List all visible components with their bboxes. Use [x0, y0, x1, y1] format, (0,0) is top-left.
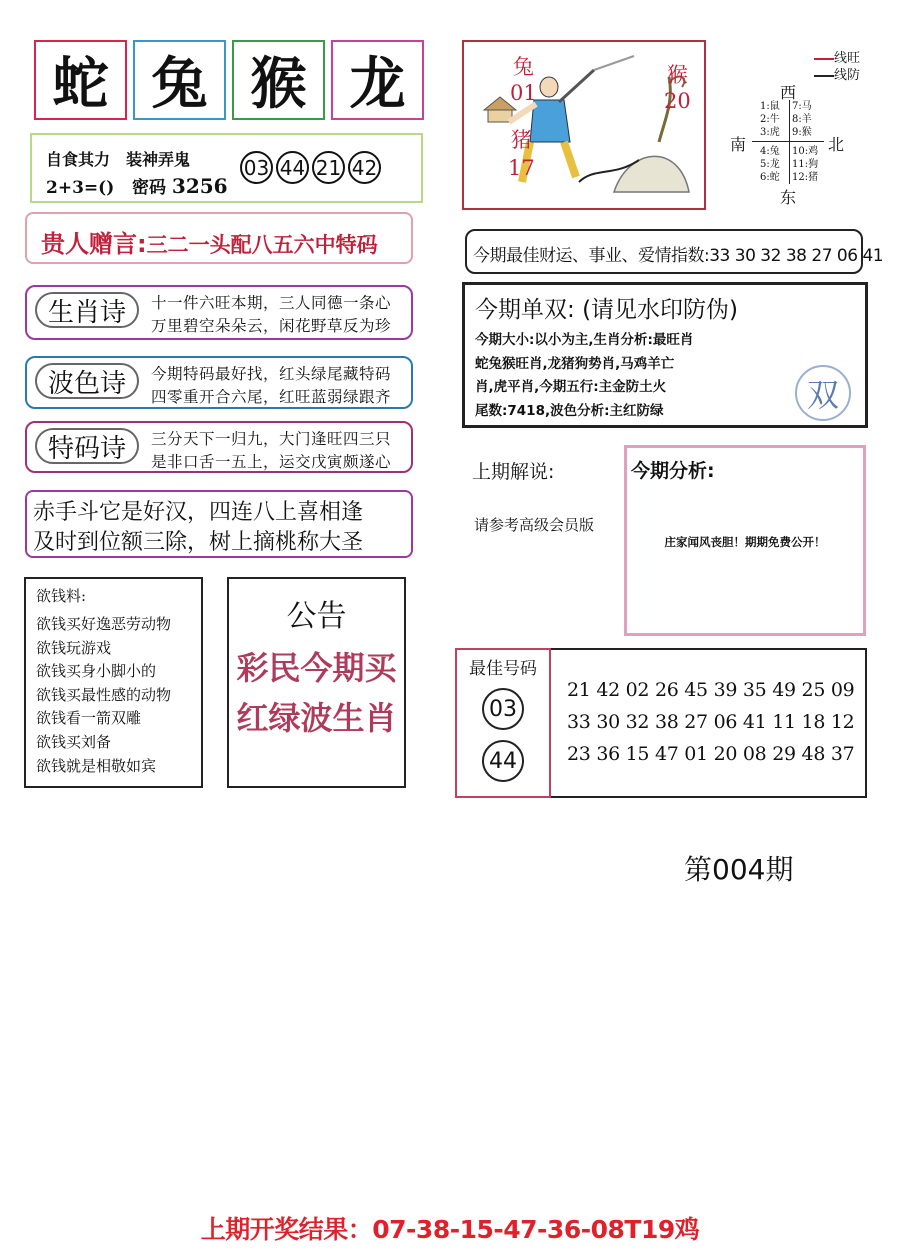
analysis-text: 庄家闻风丧胆！期期免费公开！ — [664, 535, 826, 549]
poem-line: 三分天下一归九，大门逢旺四三只 — [151, 430, 392, 448]
compass-cell: 9:猴 — [792, 127, 812, 138]
compass-col — [760, 100, 780, 139]
legend-fang — [814, 64, 860, 83]
info-numbers — [240, 151, 384, 184]
poem-special — [25, 421, 413, 473]
notice-line: 彩民今期买 — [236, 649, 397, 687]
zodiac-box-2 — [133, 40, 226, 120]
compass-axis-vertical — [789, 100, 790, 184]
compass-cell: 6:蛇 — [760, 172, 780, 183]
label-monkey-char: 猴 — [666, 63, 688, 87]
index-label: 今期最佳财运、事业、爱情指数: — [473, 246, 710, 266]
label-pig — [508, 126, 535, 182]
single-double-line: 尾数:7418,波色分析:主红防绿 — [475, 402, 664, 419]
poem-line: 万里碧空朵朵云，闲花野草反为珍 — [151, 317, 392, 335]
last-result: 上期开奖结果：07-38-15-47-36-08T19鸡 — [200, 1215, 700, 1244]
big-poem-line: 赤手斗它是好汉，四连八上喜相逢 — [33, 500, 364, 525]
compass-axis-horizontal — [752, 141, 824, 142]
best-circle: 03 — [482, 688, 524, 730]
info-box — [30, 133, 423, 203]
notice-box — [227, 577, 406, 788]
money-line: 欲钱买身小脚小的 — [36, 662, 157, 681]
best-numbers-grid — [567, 674, 854, 770]
best-circle: 44 — [482, 740, 524, 782]
zodiac-box-3 — [232, 40, 325, 120]
best-numbers-left — [455, 648, 551, 798]
compass-cell: 3:虎 — [760, 127, 780, 138]
compass-col — [792, 145, 818, 184]
big-poem-line: 及时到位额三除，树上摘桃称大圣 — [33, 530, 364, 555]
label-pig-char: 猪 — [510, 128, 532, 152]
label-rabbit — [510, 54, 537, 106]
compass-cell: 7:马 — [792, 101, 812, 112]
notice-title: 公告 — [286, 599, 347, 634]
info-line-1: 自食其力 装神弄鬼 — [46, 150, 191, 169]
notice-text — [229, 643, 404, 743]
label-rabbit-num: 01 — [510, 81, 537, 105]
index-box — [465, 229, 884, 274]
money-line: 欲钱买最性感的动物 — [36, 685, 172, 704]
money-title: 欲钱料: — [36, 587, 87, 605]
gift-box — [25, 212, 413, 264]
gift-label: 贵人赠言: — [41, 230, 147, 258]
zodiac-char: 龙 — [349, 51, 406, 117]
gift-content: 三二一头配八五六中特码 — [146, 233, 378, 257]
compass-cell: 12:猪 — [792, 172, 819, 183]
number-circle: 03 — [240, 151, 273, 184]
single-double-lines — [475, 329, 693, 423]
single-double-box — [462, 282, 868, 428]
label-rabbit-char: 兔 — [512, 55, 534, 79]
money-line: 欲钱玩游戏 — [36, 638, 112, 657]
zodiac-char: 蛇 — [52, 51, 109, 117]
single-double-title: 今期单双: — [475, 297, 575, 323]
last-explain-title: 上期解说: — [472, 461, 555, 483]
compass-south: 南 — [730, 135, 747, 154]
poem-zodiac — [25, 285, 413, 340]
compass-cell: 4:兔 — [760, 146, 780, 157]
single-double-line: 蛇兔猴旺肖,龙猪狗势肖,马鸡羊亡 — [475, 355, 675, 372]
single-double-line: 今期大小:以小为主,生肖分析:最旺肖 — [475, 332, 694, 348]
last-explain-text: 请参考高级会员版 — [474, 516, 595, 534]
compass-north: 北 — [828, 135, 845, 154]
info-code: 3256 — [171, 174, 228, 198]
compass — [720, 40, 890, 215]
label-pig-num: 17 — [508, 156, 535, 180]
zodiac-box-4 — [331, 40, 424, 120]
single-double-line: 肖,虎平肖,今期五行:主金防土火 — [475, 379, 667, 395]
info-formula: 2+3=() — [46, 178, 115, 198]
legend-fang-text: 线防 — [834, 68, 861, 83]
best-numbers-row: 23 36 15 47 01 20 08 29 48 37 — [567, 743, 855, 765]
number-circle: 21 — [312, 151, 345, 184]
poem-line: 今期特码最好找，红头绿尾藏特码 — [151, 365, 392, 383]
best-numbers-row: 33 30 32 38 27 06 41 11 18 12 — [567, 711, 855, 733]
poem-line: 四零重开合六尾，红旺蓝弱绿跟齐 — [151, 388, 392, 406]
notice-line: 红绿波生肖 — [236, 699, 397, 737]
compass-east: 东 — [780, 188, 797, 207]
best-numbers-title: 最佳号码 — [469, 659, 537, 679]
poem-tag: 生肖诗 — [35, 292, 139, 328]
zodiac-box-1 — [34, 40, 127, 120]
big-poem-box — [25, 490, 413, 558]
picture-box — [462, 40, 706, 210]
compass-cell: 11:狗 — [792, 159, 819, 170]
number-circle: 44 — [276, 151, 309, 184]
poem-wave — [25, 356, 413, 409]
best-numbers-row: 21 42 02 26 45 39 35 49 25 09 — [567, 679, 855, 701]
info-code-label: 密码 — [132, 178, 166, 198]
money-line: 欲钱买刘备 — [36, 732, 112, 751]
poem-line: 十一件六旺本期，三人同德一条心 — [151, 294, 392, 312]
compass-cell: 10:鸡 — [792, 146, 819, 157]
index-text — [473, 241, 883, 266]
zodiac-char: 猴 — [250, 51, 307, 117]
zodiac-char: 兔 — [151, 51, 208, 117]
money-list — [36, 613, 171, 778]
compass-cell: 5:龙 — [760, 159, 780, 170]
gift-text — [41, 224, 378, 259]
issue-number: 第004期 — [684, 853, 794, 886]
compass-cell: 2:牛 — [760, 114, 780, 125]
poem-line: 是非口舌一五上，运交戊寅颇遂心 — [151, 453, 392, 471]
best-numbers-box — [455, 648, 867, 798]
poem-tag: 波色诗 — [35, 363, 139, 399]
analysis-title: 今期分析: — [631, 460, 715, 482]
watermark-stamp: 双 — [795, 365, 851, 421]
money-line: 欲钱就是相敬如宾 — [36, 756, 157, 775]
analysis-box — [624, 445, 866, 636]
compass-cell: 8:羊 — [792, 114, 812, 125]
money-box — [24, 577, 203, 788]
single-double-header — [475, 291, 738, 324]
label-monkey — [664, 62, 691, 114]
legend-wang-text: 线旺 — [834, 51, 861, 66]
compass-cell: 1:鼠 — [760, 101, 780, 112]
money-line: 欲钱买好逸恶劳动物 — [36, 615, 172, 633]
index-numbers: 33 30 32 38 27 06 41 — [709, 246, 884, 266]
info-line-2 — [46, 173, 228, 198]
compass-west: 西 — [780, 83, 797, 102]
single-double-note: (请见水印防伪) — [582, 297, 739, 323]
number-circle: 42 — [348, 151, 381, 184]
poem-tag: 特码诗 — [35, 428, 139, 464]
money-line: 欲钱看一箭双雕 — [36, 709, 142, 728]
label-monkey-num: 20 — [664, 89, 691, 113]
compass-col — [760, 145, 780, 184]
compass-col — [792, 100, 812, 139]
